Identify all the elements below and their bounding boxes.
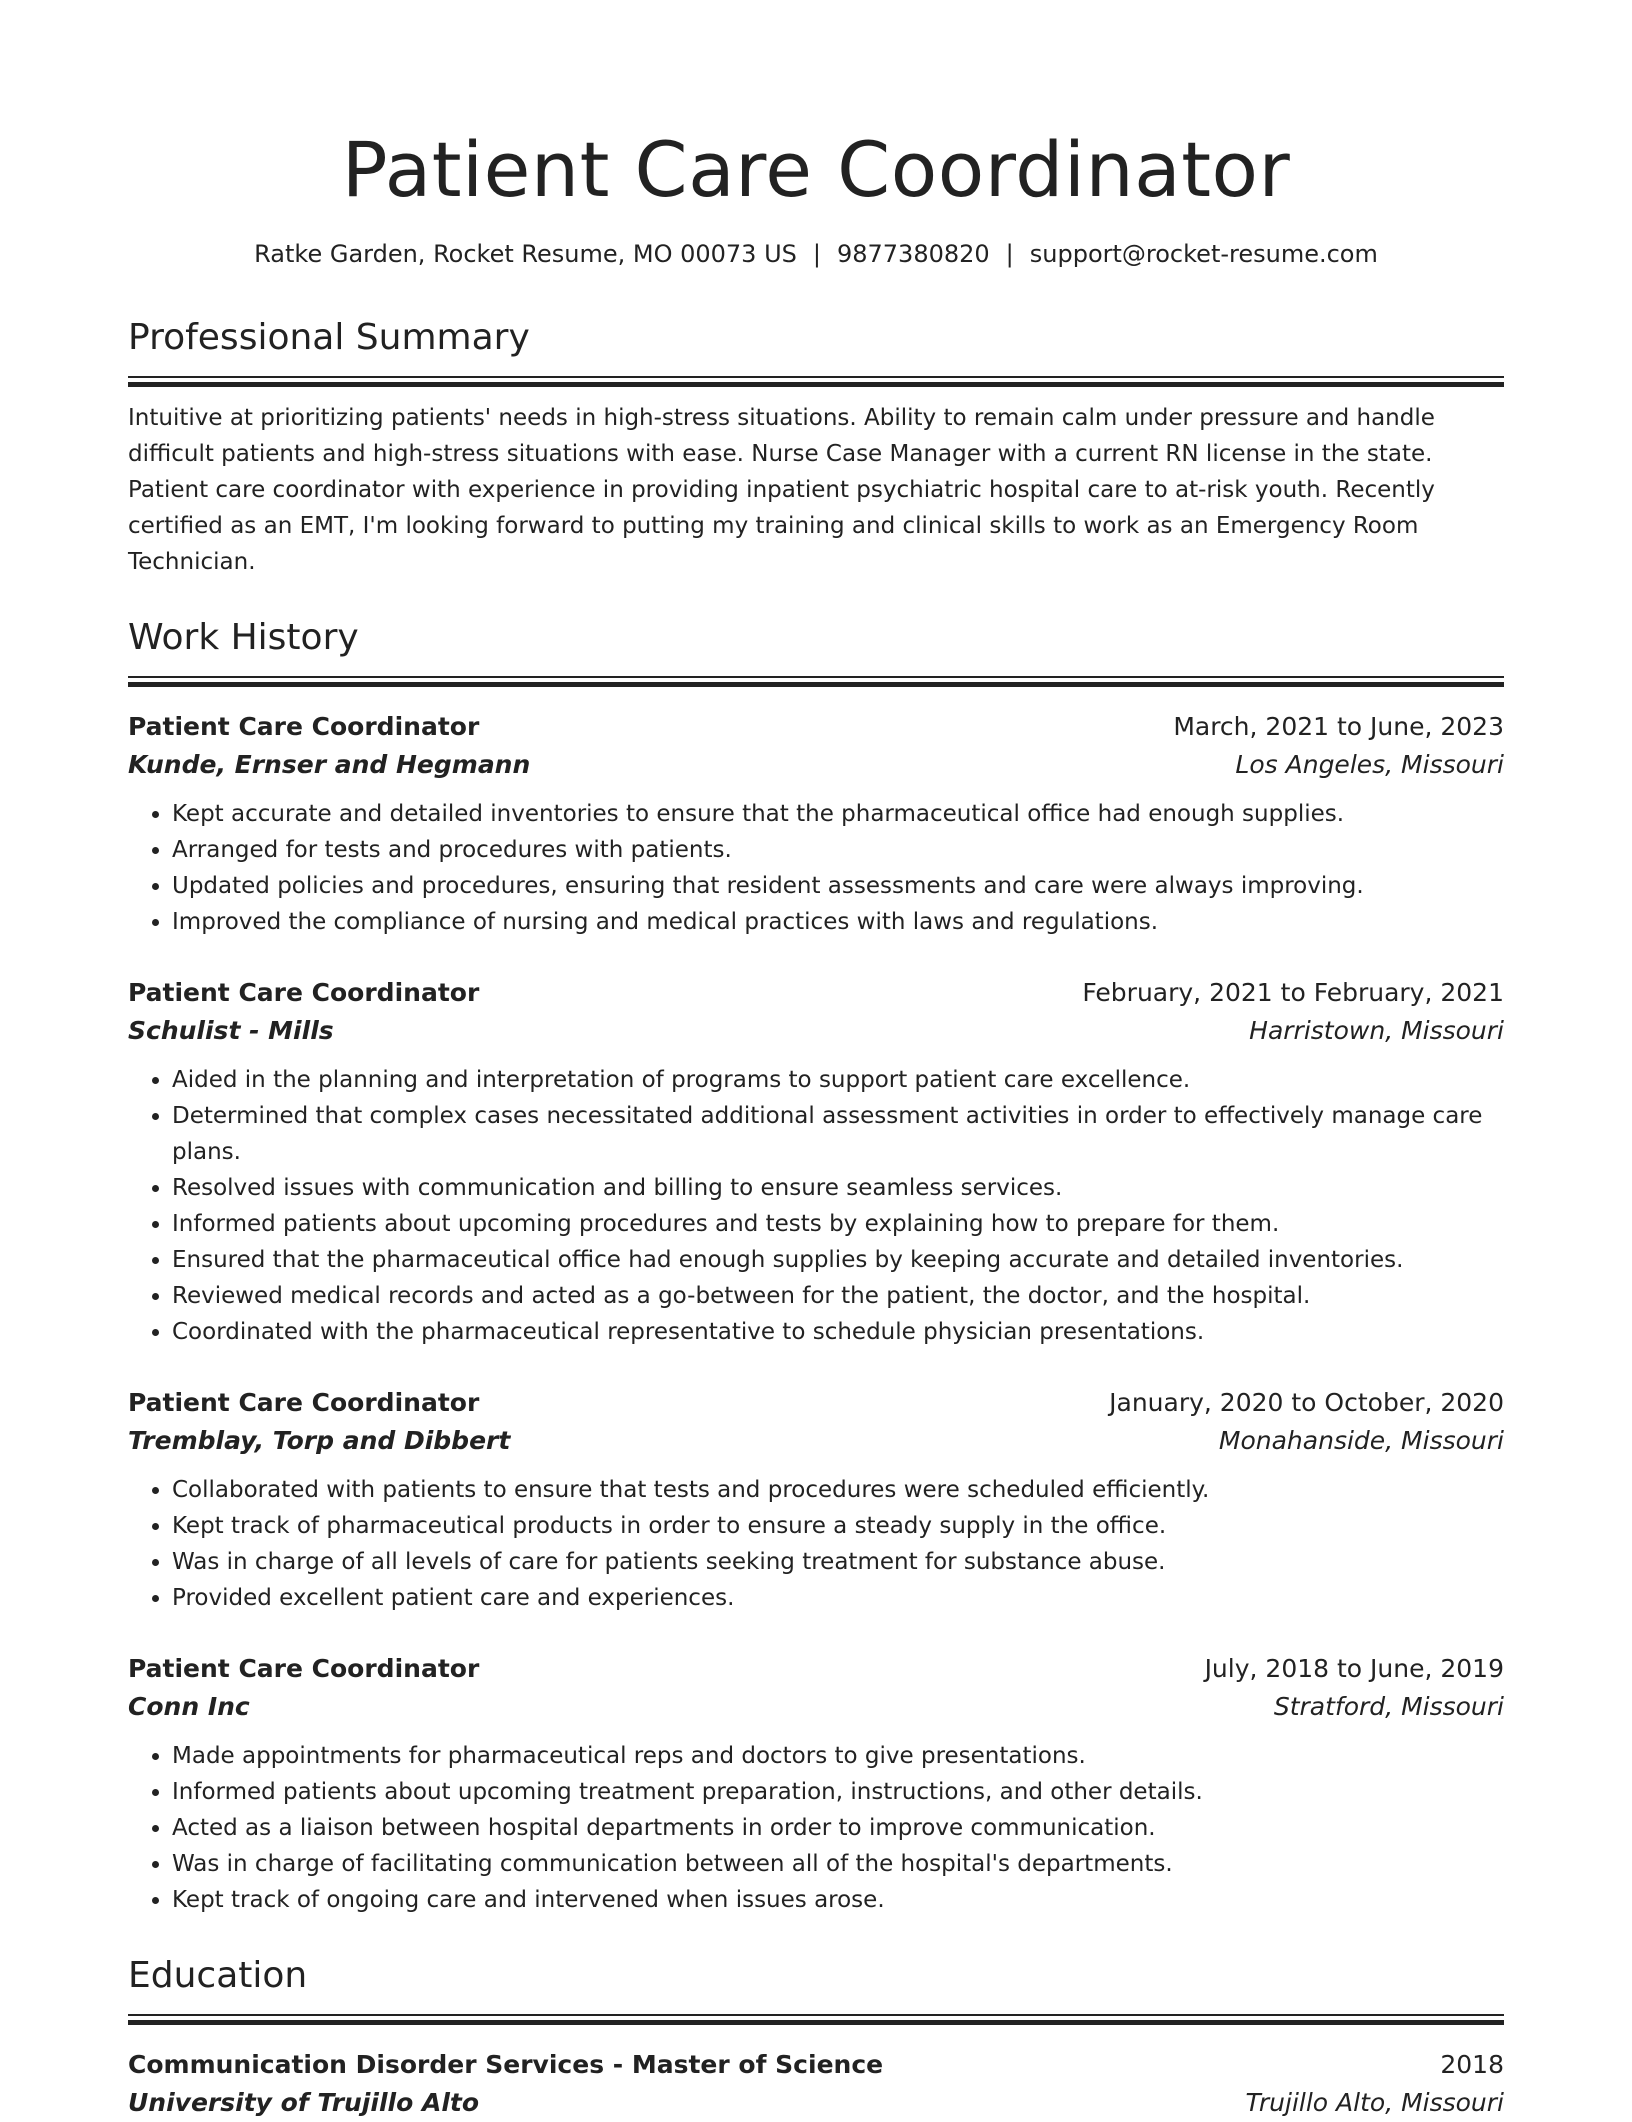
job-employer-row bbox=[128, 1422, 1504, 1460]
job-bullet: • Provided excellent patient care and experiences. bbox=[172, 1580, 1504, 1616]
section-divider bbox=[128, 376, 1504, 386]
contact-line bbox=[128, 238, 1504, 270]
job-dates: March, 2021 to June, 2023 bbox=[1173, 712, 1504, 741]
job-bullet: • Kept track of ongoing care and intervened when issues arose. bbox=[172, 1882, 1504, 1918]
job-bullet: • Aided in the planning and interpretation of programs to support patient care excellence. bbox=[172, 1062, 1504, 1098]
job-bullet-list bbox=[128, 1472, 1504, 1616]
job-entry bbox=[128, 1650, 1504, 1918]
job-bullet: • Informed patients about upcoming procedures and tests by explaining how to prepare for them. bbox=[172, 1206, 1504, 1242]
job-bullet: • Made appointments for pharmaceutical reps and doctors to give presentations. bbox=[172, 1738, 1504, 1774]
contact-email: support@rocket-resume.com bbox=[1029, 240, 1378, 268]
summary-text: Intuitive at prioritizing patients' needs in high-stress situations. Ability to remain calm under pressure and handle difficult patients and high-stress situations with ease. Nurse Case Manager with a current RN license in the state. Patient care coordinator with experience in providing inpatient psychiatric hospital care to at-risk youth. Recently certified as an EMT, I'm looking forward to putting my training and clinical skills to work as an Emergency Room Technician. bbox=[128, 405, 1435, 575]
resume-page bbox=[128, 0, 1504, 2122]
job-bullet: • Informed patients about upcoming treatment preparation, instructions, and other details. bbox=[172, 1774, 1504, 1810]
job-employer-row bbox=[128, 746, 1504, 784]
job-bullet-list bbox=[128, 1062, 1504, 1350]
education-school-row bbox=[128, 2084, 1504, 2122]
section-divider bbox=[128, 676, 1504, 686]
work-history-section bbox=[128, 616, 1504, 1918]
education-year: 2018 bbox=[1440, 2050, 1504, 2079]
job-bullet: • Was in charge of facilitating communication between all of the hospital's departments. bbox=[172, 1846, 1504, 1882]
job-bullet: • Resolved issues with communication and billing to ensure seamless services. bbox=[172, 1170, 1504, 1206]
contact-address: Ratke Garden, Rocket Resume, MO 00073 US bbox=[254, 240, 797, 268]
job-entry bbox=[128, 708, 1504, 940]
job-bullet: • Collaborated with patients to ensure that tests and procedures were scheduled efficiently. bbox=[172, 1472, 1504, 1508]
section-title: Professional Summary bbox=[128, 317, 530, 358]
job-bullet: • Arranged for tests and procedures with patients. bbox=[172, 832, 1504, 868]
contact-phone: 9877380820 bbox=[836, 240, 990, 268]
education-degree-row bbox=[128, 2046, 1504, 2084]
section-title: Work History bbox=[128, 617, 359, 658]
job-bullet: • Was in charge of all levels of care for patients seeking treatment for substance abuse. bbox=[172, 1544, 1504, 1580]
job-header-row bbox=[128, 708, 1504, 746]
job-dates: January, 2020 to October, 2020 bbox=[1109, 1388, 1504, 1417]
education-school: University of Trujillo Alto bbox=[128, 2088, 480, 2117]
job-title: Patient Care Coordinator bbox=[128, 1654, 480, 1683]
job-employer-row bbox=[128, 1688, 1504, 1726]
contact-separator: | bbox=[1005, 240, 1014, 268]
job-bullet: • Acted as a liaison between hospital departments in order to improve communication. bbox=[172, 1810, 1504, 1846]
section-title: Education bbox=[128, 1955, 308, 1996]
professional-summary-section bbox=[128, 316, 1504, 580]
job-bullet: • Ensured that the pharmaceutical office had enough supplies by keeping accurate and detailed inventories. bbox=[172, 1242, 1504, 1278]
job-title: Patient Care Coordinator bbox=[128, 1388, 480, 1417]
section-divider bbox=[128, 2014, 1504, 2024]
education-section bbox=[128, 1954, 1504, 2122]
job-employer: Schulist - Mills bbox=[128, 1016, 334, 1045]
education-degree: Communication Disorder Services - Master of Science bbox=[128, 2050, 884, 2079]
job-employer: Conn Inc bbox=[128, 1692, 250, 1721]
job-entry bbox=[128, 1384, 1504, 1616]
job-dates: February, 2021 to February, 2021 bbox=[1082, 978, 1504, 1007]
job-bullet-list bbox=[128, 796, 1504, 940]
job-header-row bbox=[128, 1650, 1504, 1688]
job-dates: July, 2018 to June, 2019 bbox=[1204, 1654, 1504, 1683]
job-entry bbox=[128, 974, 1504, 1350]
job-header-row bbox=[128, 1384, 1504, 1422]
job-title: Patient Care Coordinator bbox=[128, 712, 480, 741]
job-location: Monahanside, Missouri bbox=[1218, 1426, 1504, 1455]
job-location: Harristown, Missouri bbox=[1249, 1016, 1504, 1045]
job-employer: Kunde, Ernser and Hegmann bbox=[128, 750, 531, 779]
resume-name: Patient Care Coordinator bbox=[341, 125, 1291, 214]
job-title: Patient Care Coordinator bbox=[128, 978, 480, 1007]
education-entry bbox=[128, 2046, 1504, 2122]
job-bullet-list bbox=[128, 1738, 1504, 1918]
education-location: Trujillo Alto, Missouri bbox=[1245, 2088, 1504, 2117]
contact-separator: | bbox=[812, 240, 821, 268]
job-employer: Tremblay, Torp and Dibbert bbox=[128, 1426, 511, 1455]
job-bullet: • Updated policies and procedures, ensuring that resident assessments and care were always improving. bbox=[172, 868, 1504, 904]
job-bullet: • Kept accurate and detailed inventories to ensure that the pharmaceutical office had enough supplies. bbox=[172, 796, 1504, 832]
job-location: Los Angeles, Missouri bbox=[1235, 750, 1504, 779]
job-bullet: • Coordinated with the pharmaceutical representative to schedule physician presentations. bbox=[172, 1314, 1504, 1350]
job-header-row bbox=[128, 974, 1504, 1012]
job-employer-row bbox=[128, 1012, 1504, 1050]
job-location: Stratford, Missouri bbox=[1273, 1692, 1504, 1721]
job-bullet: • Improved the compliance of nursing and medical practices with laws and regulations. bbox=[172, 904, 1504, 940]
job-bullet: • Reviewed medical records and acted as a go-between for the patient, the doctor, and the hospital. bbox=[172, 1278, 1504, 1314]
job-bullet: • Determined that complex cases necessitated additional assessment activities in order to effectively manage care plans. bbox=[172, 1098, 1504, 1170]
job-bullet: • Kept track of pharmaceutical products in order to ensure a steady supply in the office. bbox=[172, 1508, 1504, 1544]
